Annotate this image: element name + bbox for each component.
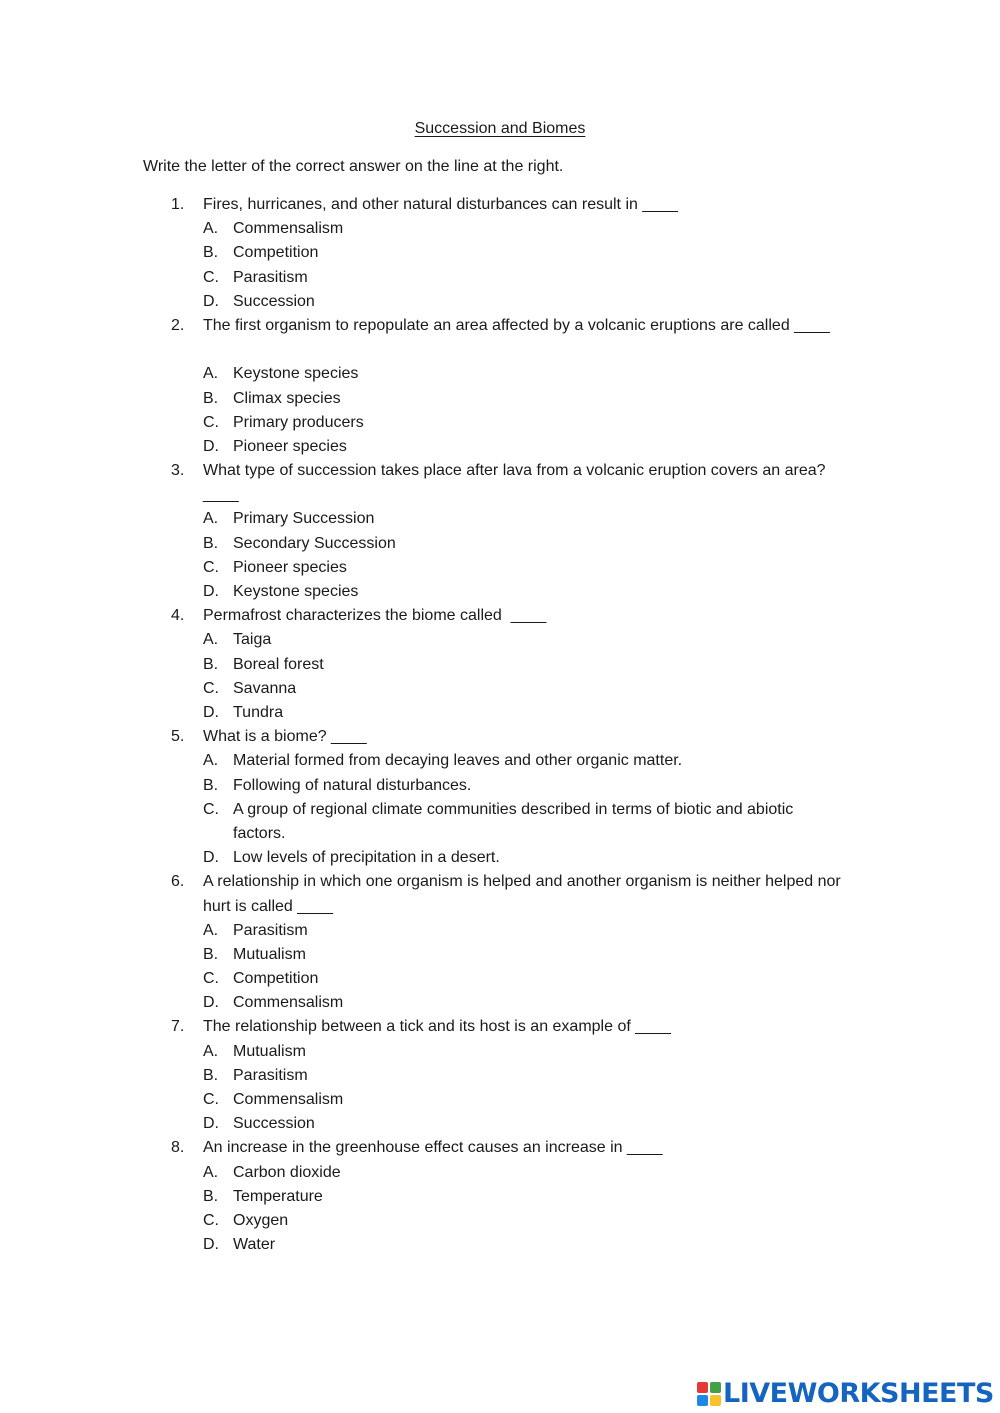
option-letter: D. bbox=[203, 849, 219, 867]
option-letter: C. bbox=[203, 268, 219, 286]
option-text: Tundra bbox=[233, 703, 284, 721]
question-text: A relationship in which one organism is helped and another organism is neither helped nor hurt is called ____ bbox=[203, 873, 841, 915]
option-text: Pioneer species bbox=[233, 558, 347, 576]
answer-option bbox=[0, 292, 1000, 316]
question-number: 3. bbox=[171, 462, 185, 480]
answer-option bbox=[0, 630, 1000, 654]
option-text: Competition bbox=[233, 970, 319, 988]
option-letter: D. bbox=[203, 1115, 219, 1133]
answer-option bbox=[0, 1114, 1000, 1138]
option-text: Succession bbox=[233, 292, 315, 310]
question-number: 8. bbox=[171, 1139, 185, 1157]
answer-option bbox=[0, 582, 1000, 606]
answer-option bbox=[0, 558, 1000, 582]
option-text: Succession bbox=[233, 1115, 315, 1133]
option-letter: B. bbox=[203, 534, 219, 552]
option-text: Temperature bbox=[233, 1187, 323, 1205]
question-number: 4. bbox=[171, 607, 185, 625]
option-text: Carbon dioxide bbox=[233, 1163, 341, 1181]
logo-square-red bbox=[697, 1382, 708, 1393]
option-letter: B. bbox=[203, 1066, 219, 1084]
option-letter: C. bbox=[203, 679, 219, 697]
liveworksheets-brand[interactable] bbox=[697, 1379, 994, 1409]
option-letter: B. bbox=[203, 389, 219, 407]
answer-option bbox=[0, 1211, 1000, 1235]
question-text: An increase in the greenhouse effect causes an increase in ____ bbox=[203, 1139, 663, 1157]
option-text: Savanna bbox=[233, 679, 297, 697]
question-number: 1. bbox=[171, 196, 185, 213]
option-letter: D. bbox=[203, 292, 219, 310]
option-letter: A. bbox=[203, 1042, 219, 1060]
question bbox=[0, 727, 1000, 751]
option-letter: D. bbox=[203, 994, 219, 1012]
instructions: Write the letter of the correct answer on the line at the right. bbox=[143, 158, 564, 175]
option-text: Keystone species bbox=[233, 365, 359, 383]
question bbox=[0, 461, 1000, 509]
logo-square-blue bbox=[697, 1395, 708, 1406]
question bbox=[0, 606, 1000, 630]
option-text: Commensalism bbox=[233, 220, 344, 238]
option-letter: C. bbox=[203, 970, 219, 988]
answer-option bbox=[0, 993, 1000, 1017]
question-number: 7. bbox=[171, 1018, 185, 1036]
question bbox=[0, 1017, 1000, 1041]
option-text: Material formed from decaying leaves and other organic matter. bbox=[233, 752, 683, 770]
option-letter: A. bbox=[203, 365, 219, 383]
option-text: Keystone species bbox=[233, 583, 359, 601]
question bbox=[0, 1138, 1000, 1162]
option-letter: B. bbox=[203, 945, 219, 963]
answer-option bbox=[0, 509, 1000, 533]
answer-option bbox=[0, 243, 1000, 267]
option-text: Primary producers bbox=[233, 413, 364, 431]
question-text: The first organism to repopulate an area affected by a volcanic eruptions are called ____ bbox=[203, 316, 830, 334]
option-text: Commensalism bbox=[233, 1091, 344, 1108]
question-text: What is a biome? ____ bbox=[203, 728, 367, 746]
answer-option bbox=[0, 413, 1000, 437]
option-letter: C. bbox=[203, 558, 219, 576]
option-text: Following of natural disturbances. bbox=[233, 776, 472, 794]
answer-option bbox=[0, 679, 1000, 703]
answer-option bbox=[0, 921, 1000, 945]
answer-option bbox=[0, 1163, 1000, 1187]
answer-option bbox=[0, 219, 1000, 243]
option-letter: C. bbox=[203, 1211, 219, 1229]
question-text: Permafrost characterizes the biome called ____ bbox=[203, 607, 547, 625]
answer-option bbox=[0, 389, 1000, 413]
question-list bbox=[0, 195, 1000, 1259]
option-text: Parasitism bbox=[233, 268, 308, 286]
option-text: Oxygen bbox=[233, 1211, 289, 1229]
option-letter: A. bbox=[203, 752, 219, 770]
question bbox=[0, 195, 1000, 219]
option-text: Taiga bbox=[233, 631, 272, 649]
question-number: 2. bbox=[171, 316, 185, 334]
option-letter: D. bbox=[203, 583, 219, 601]
answer-option bbox=[0, 1066, 1000, 1090]
answer-option bbox=[0, 776, 1000, 800]
option-text: Competition bbox=[233, 244, 319, 262]
question-text: Fires, hurricanes, and other natural disturbances can result in ____ bbox=[203, 196, 678, 213]
option-letter: A. bbox=[203, 1163, 219, 1181]
answer-option bbox=[0, 437, 1000, 461]
option-letter: D. bbox=[203, 703, 219, 721]
option-letter: A. bbox=[203, 510, 219, 528]
answer-option bbox=[0, 655, 1000, 679]
question-text: What type of succession takes place after lava from a volcanic eruption covers an area? ____ bbox=[203, 462, 826, 504]
answer-option bbox=[0, 1187, 1000, 1211]
answer-option bbox=[0, 534, 1000, 558]
question bbox=[0, 316, 1000, 364]
brand-name: LIVEWORKSHEETS bbox=[723, 1378, 994, 1409]
answer-option bbox=[0, 1090, 1000, 1114]
answer-option bbox=[0, 364, 1000, 388]
option-text: Mutualism bbox=[233, 945, 306, 963]
answer-option bbox=[0, 848, 1000, 872]
option-text: Primary Succession bbox=[233, 510, 375, 528]
answer-option bbox=[0, 1235, 1000, 1259]
question bbox=[0, 872, 1000, 920]
option-letter: A. bbox=[203, 631, 219, 649]
option-text: Boreal forest bbox=[233, 655, 324, 673]
option-text: Parasitism bbox=[233, 921, 308, 939]
question-number: 6. bbox=[171, 873, 185, 891]
option-text: Parasitism bbox=[233, 1066, 308, 1084]
answer-option bbox=[0, 268, 1000, 292]
option-text: Climax species bbox=[233, 389, 341, 407]
question-text: The relationship between a tick and its host is an example of ____ bbox=[203, 1018, 671, 1036]
answer-option bbox=[0, 800, 1000, 848]
answer-option bbox=[0, 751, 1000, 775]
page-title: Succession and Biomes bbox=[414, 120, 586, 137]
option-letter: D. bbox=[203, 437, 219, 455]
option-text: Water bbox=[233, 1236, 276, 1254]
option-letter: B. bbox=[203, 244, 219, 262]
liveworksheets-logo-icon bbox=[697, 1382, 721, 1406]
option-letter: A. bbox=[203, 220, 219, 238]
option-letter: B. bbox=[203, 776, 219, 794]
option-text: A group of regional climate communities described in terms of biotic and abiotic factors. bbox=[233, 800, 794, 842]
option-letter: C. bbox=[203, 1091, 219, 1108]
option-text: Secondary Succession bbox=[233, 534, 396, 552]
answer-option bbox=[0, 1042, 1000, 1066]
option-letter: D. bbox=[203, 1236, 219, 1254]
option-text: Low levels of precipitation in a desert. bbox=[233, 849, 500, 867]
answer-option bbox=[0, 945, 1000, 969]
logo-square-yellow bbox=[710, 1395, 721, 1406]
logo-square-green bbox=[710, 1382, 721, 1393]
option-letter: C. bbox=[203, 800, 219, 818]
option-text: Mutualism bbox=[233, 1042, 306, 1060]
option-letter: A. bbox=[203, 921, 219, 939]
option-letter: B. bbox=[203, 655, 219, 673]
question-number: 5. bbox=[171, 728, 185, 746]
option-text: Commensalism bbox=[233, 994, 344, 1012]
option-text: Pioneer species bbox=[233, 437, 347, 455]
answer-option bbox=[0, 703, 1000, 727]
answer-option bbox=[0, 969, 1000, 993]
option-letter: C. bbox=[203, 413, 219, 431]
option-letter: B. bbox=[203, 1187, 219, 1205]
